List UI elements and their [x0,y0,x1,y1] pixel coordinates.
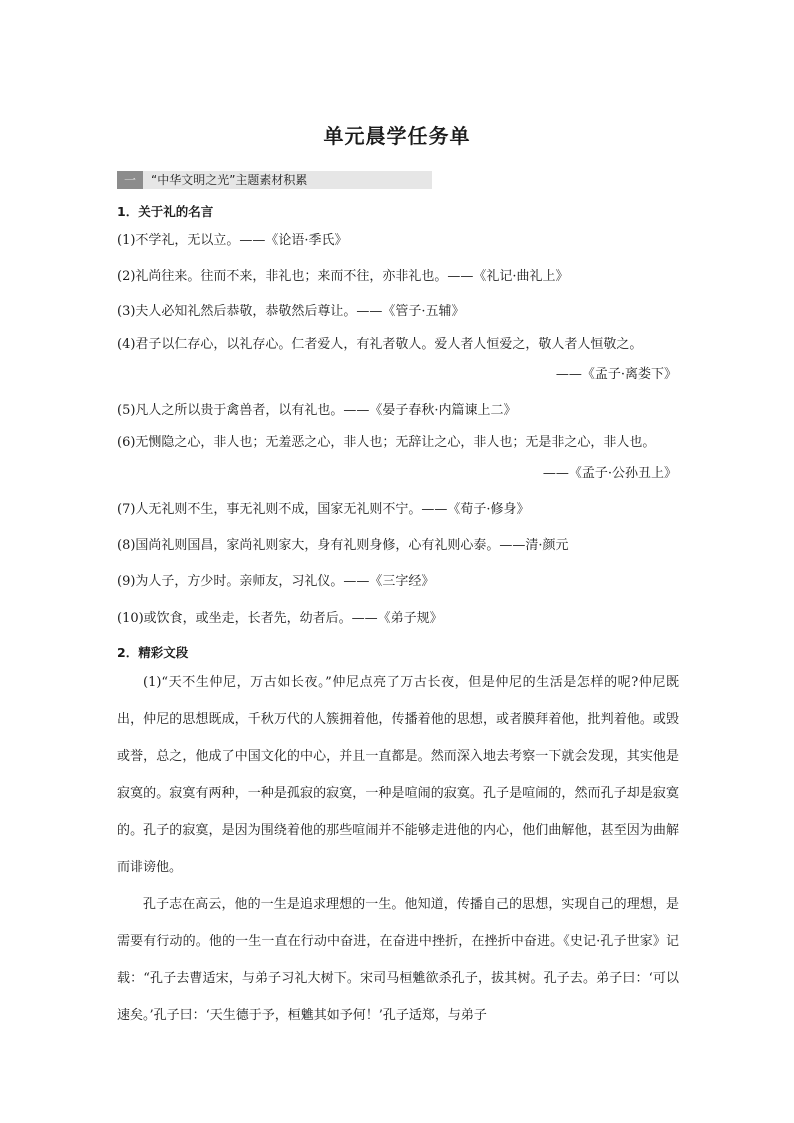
section-header [117,171,432,189]
quote-item: (5)凡人之所以贵于禽兽者，以有礼也。——《晏子春秋·内篇谏上二》 [117,403,517,418]
passage-paragraph: (1)“天不生仲尼，万古如长夜。”仲尼点亮了万古长夜，但是仲尼的生活是怎样的呢?仲尼既出，仲尼的思想既成，千秋万代的人簇拥着他，传播着他的思想，或者膜拜着他，批判着他。或毁或誉，总之，他成了中国文化的中心，并且一直都是。然而深入地去考察一下就会发现，其实他是寂寞的。寂寞有两种，一种是孤寂的寂寞，一种是喧闹的寂寞。孔子是喧闹的，然而孔子却是寂寞的。孔子的寂寞，是因为围绕着他的那些喧闹并不能够走进他的内心，他们曲解他，甚至因为曲解而诽谤他。 [117,675,679,875]
quote-item: (4)君子以仁存心，以礼存心。仁者爱人，有礼者敬人。爱人者人恒爱之，敬人者人恒敬之。 [117,337,643,352]
quote-item: (6)无恻隐之心，非人也；无羞恶之心，非人也；无辞让之心，非人也；无是非之心，非人也。 [117,435,656,450]
heading-passage: 2．精彩文段 [117,645,189,660]
quote-item: (1)不学礼，无以立。——《论语·季氏》 [117,233,348,248]
passage [117,664,679,1034]
quote-item: (8)国尚礼则国昌，家尚礼则家大，身有礼则身修，心有礼则心泰。——清·颜元 [117,538,569,553]
passage-paragraph: 孔子志在高云，他的一生是追求理想的一生。他知道，传播自己的思想，实现自己的理想，是需要有行动的。他的一生一直在行动中奋进，在奋进中挫折，在挫折中奋进。《史记·孔子世家》记载：“孔子去曹适宋，与弟子习礼大树下。宋司马桓魋欲杀孔子，拔其树。孔子去。弟子曰：‘可以速矣。’孔子曰：‘天生德于予，桓魋其如予何！’孔子适郑，与弟子 [117,897,679,1023]
heading-quotes: 1．关于礼的名言 [117,204,214,219]
quote-item: (2)礼尚往来。往而不来，非礼也；来而不往，亦非礼也。——《礼记·曲礼上》 [117,269,569,284]
quote-item: (10)或饮食，或坐走，长者先，幼者后。——《弟子规》 [117,611,443,626]
section-title: “中华文明之光”主题素材积累 [151,173,308,187]
quote-item: (3)夫人必知礼然后恭敬，恭敬然后尊让。——《管子·五辅》 [117,304,465,319]
quote-item: (9)为人子，方少时。亲师友，习礼仪。——《三字经》 [117,574,435,589]
quote-source: ——《孟子·离娄下》 [555,367,677,382]
section-number: 一 [117,171,143,189]
page-title: 单元晨学任务单 [323,124,471,148]
quote-item: (7)人无礼则不生，事无礼则不成，国家无礼则不宁。——《荀子·修身》 [117,502,530,517]
quote-source: ——《孟子·公孙丑上》 [542,466,677,481]
